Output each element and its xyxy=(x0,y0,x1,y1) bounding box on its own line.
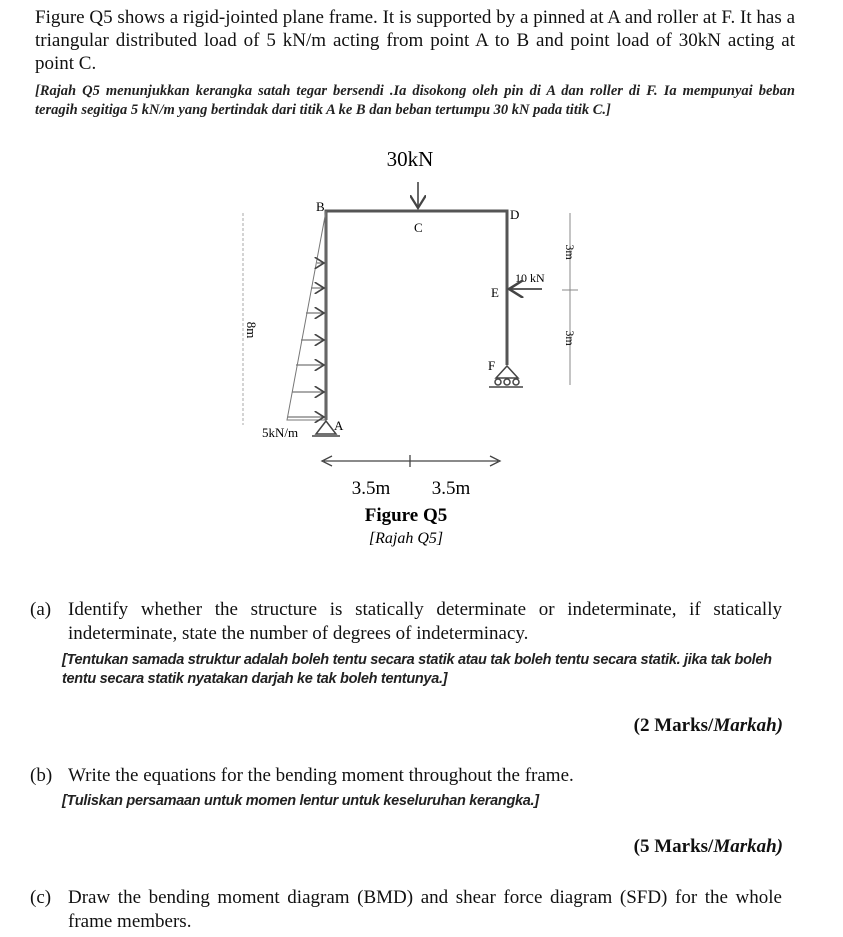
intro-text: Figure Q5 shows a rigid-jointed plane frame. It is supported by a pinned at A and roller at F. It has a triangular distributed load of 5 kN/m acting from point A to B and point load of 30kN acting at point C. xyxy=(35,7,795,74)
question-b-translation: [Tuliskan persamaan untuk momen lentur untuk keseluruhan kerangka.] xyxy=(62,793,539,809)
load-arrows xyxy=(288,263,324,417)
horizontal-load-label: 10 kN xyxy=(515,271,545,285)
dim-right-upper-label: 3m xyxy=(563,244,577,260)
label-e: E xyxy=(491,285,499,300)
intro-translation: [Rajah Q5 menunjukkan kerangka satah tegar bersendi .Ia disokong oleh pin di A dan roller di F. Ia mempunyai beban teragih segitiga 5 kN/m yang bertindak dari titik A ke B dan beban tertumpu 30 kN pada titik C.] xyxy=(35,83,795,118)
question-c: (c) Draw the bending moment diagram (BMD) and shear force diagram (SFD) for the whole frame members. xyxy=(30,887,782,932)
question-a: (a) Identify whether the structure is statically determinate or indeterminate, if statically indeterminate, state the number of degrees of indeterminacy. xyxy=(30,599,782,644)
triangular-load xyxy=(287,211,326,420)
dim-right-lower-label: 3m xyxy=(563,330,577,346)
dim-left-label: 8m xyxy=(244,321,259,339)
label-a: A xyxy=(334,418,344,433)
label-d: D xyxy=(510,207,520,222)
label-b: B xyxy=(316,199,325,214)
label-c: C xyxy=(414,220,423,235)
span-left-label: 3.5m xyxy=(351,478,391,499)
frame xyxy=(326,211,507,420)
span-right-label: 3.5m xyxy=(431,478,471,499)
figure-caption-ms: [Rajah Q5] xyxy=(368,530,444,547)
point-load-label: 30kN xyxy=(386,147,434,171)
question-a-marks: (2 Marks/Markah) xyxy=(633,715,783,736)
question-a-translation: [Tentukan samada struktur adalah boleh tentu secara statik atau tak boleh tentu secara statik. jika tak boleh tentu secara statik nyatakan darjah ke tak boleh tentunya.] xyxy=(62,652,772,687)
question-b: (b) Write the equations for the bending moment throughout the frame. xyxy=(30,765,574,786)
question-b-marks: (5 Marks/Markah) xyxy=(633,836,783,857)
figure-caption: Figure Q5 xyxy=(364,505,448,526)
distributed-load-label: 5kN/m xyxy=(262,425,299,440)
label-f: F xyxy=(488,358,496,373)
